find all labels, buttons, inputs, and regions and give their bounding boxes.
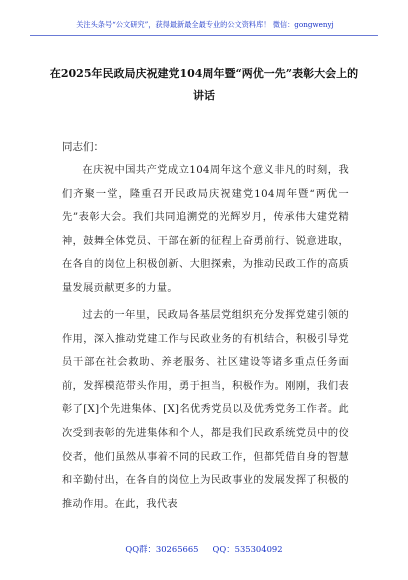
footer-qq: QQ：535304092 — [212, 544, 283, 554]
document-title: 在2025年民政局庆祝建党104周年暨“两优一先”表彰大会上的讲话 — [49, 67, 359, 102]
footer-qq-group: QQ群：30265665 — [125, 544, 199, 554]
header-notice: 关注头条号“公文研究”，获得最新最全最专业的公文资料库！ 微信：gongwenyj — [76, 20, 334, 29]
header-divider — [30, 35, 378, 36]
paragraph-text: 过去的一年里，民政局各基层党组织充分发挥党建引领的作用，深入推动党建工作与民政业务的有机结合，积极引导党员干部在社会救助、养老服务、社区建设等诸多重点任务面前，发挥模范带头作用，勇于担当，积极作为。刚刚，我们表彰了[X]个先进集体、[X]名优秀党员以及优秀党务工作者。此次受到表彰的先进集体和个人，都是我们民政系统党员中的佼佼者，他们虽然从事着不同的民政工作，但都凭借自身的智慧和辛勤付出，在各自的岗位上为民政事业的发展发挥了积极的推动作用。在此，我代表 — [62, 310, 349, 510]
paragraph-text: 在庆祝中国共产党成立104周年这个意义非凡的时刻，我们齐聚一堂，隆重召开民政局庆祝建党104周年暨“两优一先”表彰大会。我们共同追溯党的光辉岁月，传承伟大建党精神，鼓舞全体党员、干部在新的征程上奋勇前行、锐意进取，在各自的岗位上积极创新、大胆探索，为推动民政工作的高质量发展贡献更多的力量。 — [62, 165, 349, 294]
salutation: 同志们： — [62, 141, 104, 153]
footer-contact — [0, 543, 408, 555]
body-paragraph-1 — [62, 159, 349, 301]
body-paragraph-2 — [62, 304, 349, 516]
